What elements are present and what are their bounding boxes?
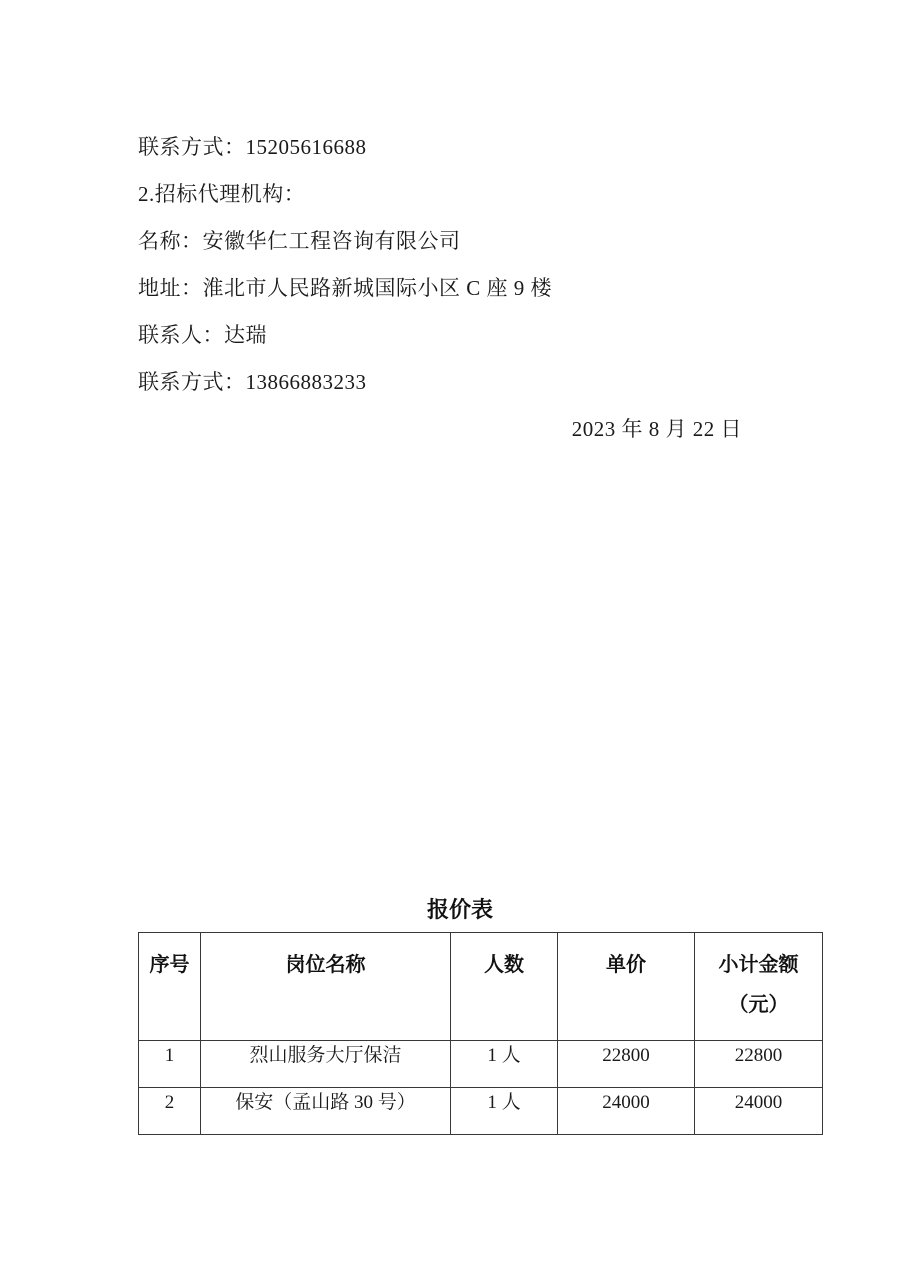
row2-count: 1 人 <box>451 1088 558 1135</box>
paragraph-agency-heading: 2.招标代理机构： <box>138 182 306 206</box>
row1-index: 1 <box>139 1041 201 1088</box>
table-row-2 <box>139 1088 823 1135</box>
contact-info-block <box>138 124 766 453</box>
table-row-1 <box>139 1041 823 1088</box>
row1-count: 1 人 <box>451 1041 558 1088</box>
row2-subtotal: 24000 <box>695 1088 823 1135</box>
date-line: 2023 年 8 月 22 日 <box>571 417 742 441</box>
quote-table <box>138 932 823 1135</box>
paragraph-agency-contact-person: 联系人：达瑞 <box>138 323 267 347</box>
col-header-subtotal-line1: 小计金额 <box>718 954 799 976</box>
paragraph-agency-phone: 联系方式：13866883233 <box>138 370 367 394</box>
row2-position: 保安（孟山路 30 号） <box>201 1088 451 1135</box>
row2-unit-price: 24000 <box>558 1088 695 1135</box>
row1-position: 烈山服务大厅保洁 <box>201 1041 451 1088</box>
col-header-count: 人数 <box>451 933 558 1041</box>
row1-subtotal: 22800 <box>695 1041 823 1088</box>
paragraph-agency-address: 地址：淮北市人民路新城国际小区 C 座 9 楼 <box>138 276 553 300</box>
paragraph-agency-name: 名称：安徽华仁工程咨询有限公司 <box>138 229 461 253</box>
quote-table-header-row <box>139 933 823 1041</box>
col-header-subtotal-line2: （元） <box>728 994 789 1016</box>
col-header-subtotal <box>695 933 823 1041</box>
row2-index: 2 <box>139 1088 201 1135</box>
quote-table-title: 报价表 <box>426 897 493 922</box>
col-header-unit-price: 单价 <box>558 933 695 1041</box>
paragraph-contact-phone-1: 联系方式：15205616688 <box>138 135 367 159</box>
col-header-position: 岗位名称 <box>201 933 451 1041</box>
row1-unit-price: 22800 <box>558 1041 695 1088</box>
col-header-index: 序号 <box>139 933 201 1041</box>
